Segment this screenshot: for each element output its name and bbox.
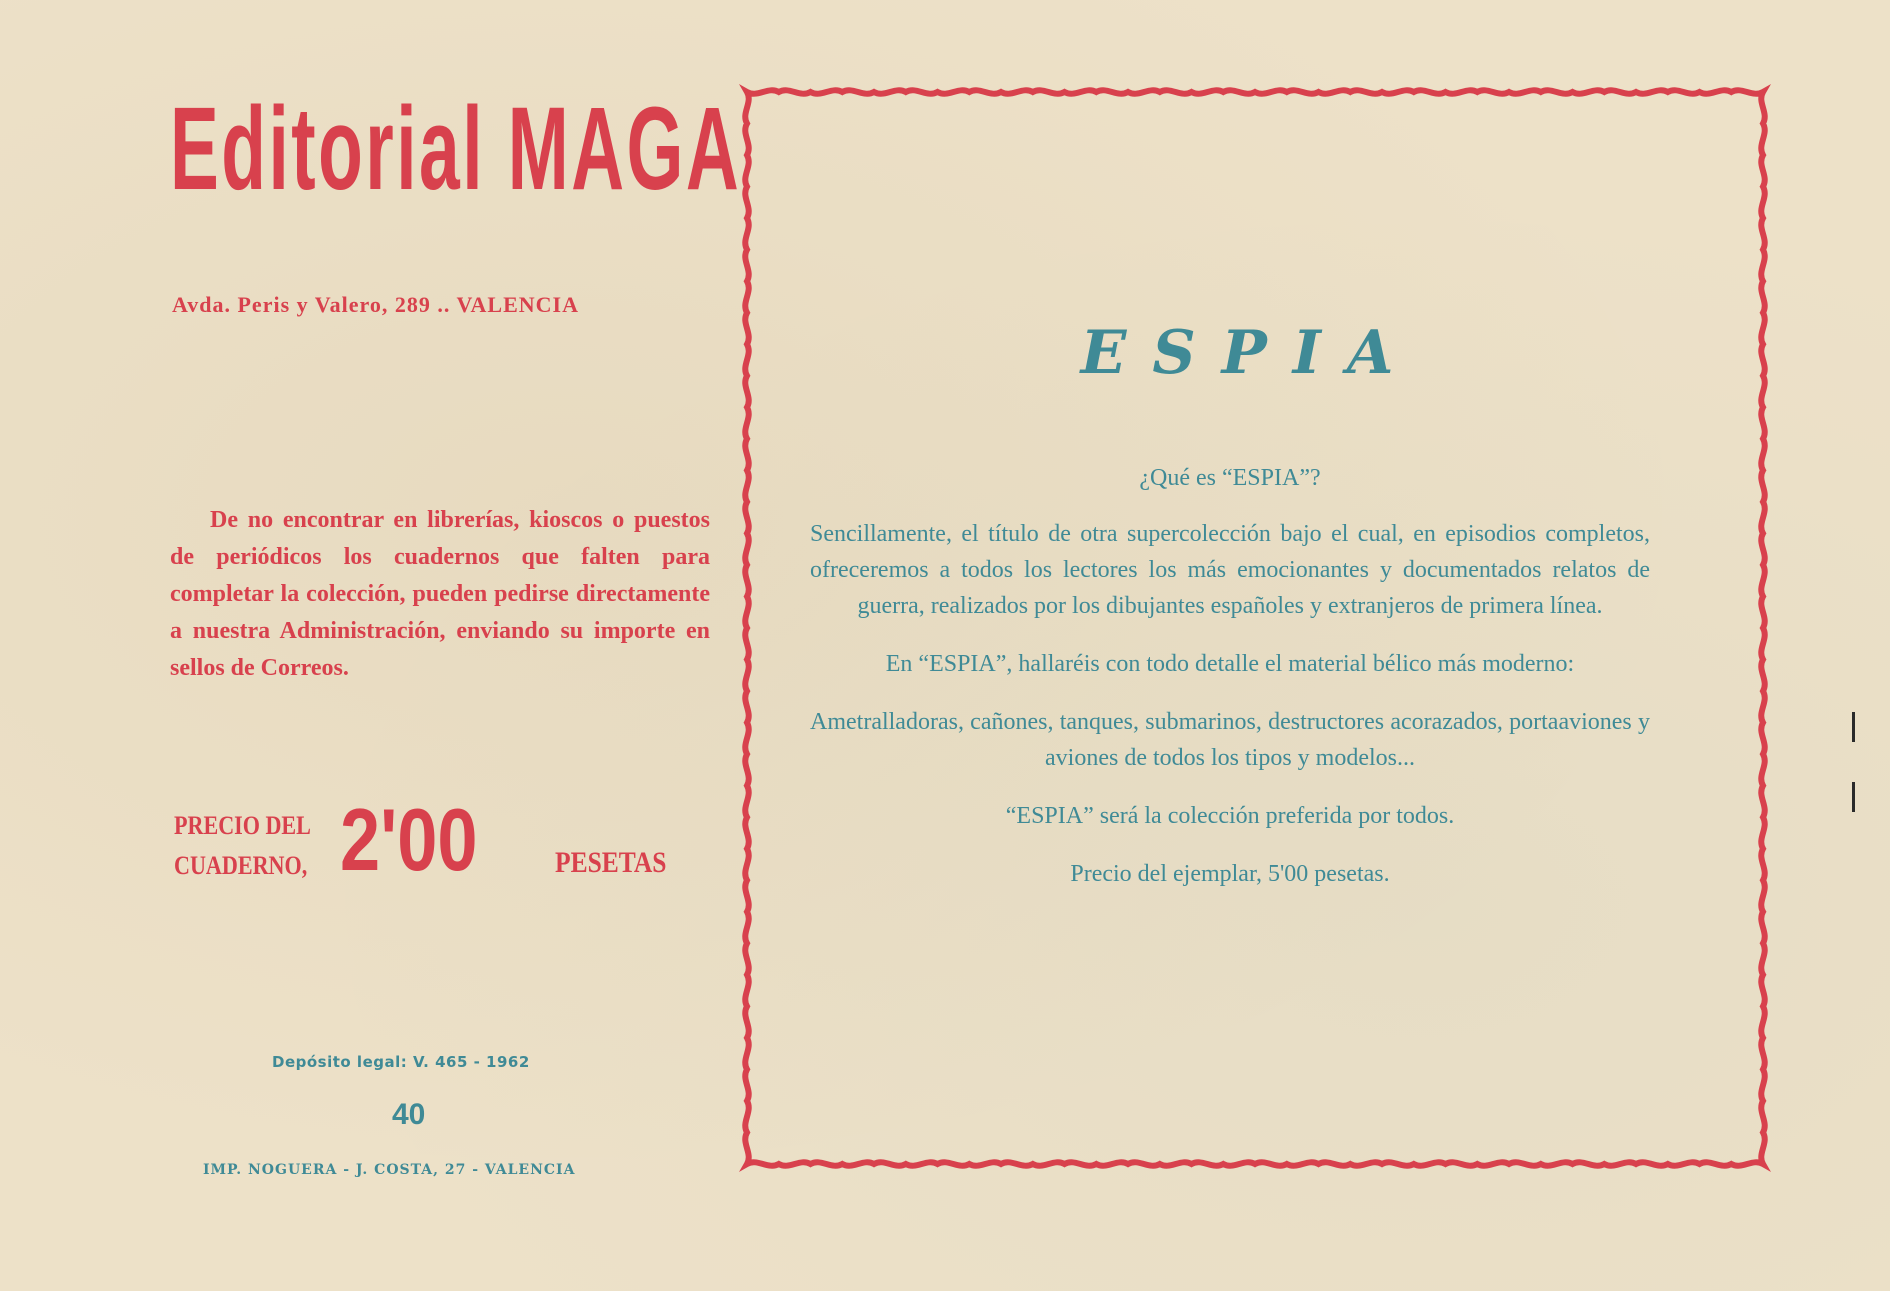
price-value: 2'00	[340, 790, 478, 889]
advert-body	[810, 460, 1650, 892]
advert-question: ¿Qué es “ESPIA”?	[1139, 465, 1321, 491]
legal-deposit: Depósito legal: V. 465 - 1962	[272, 1053, 530, 1071]
printer-imprint: IMP. NOGUERA - J. COSTA, 27 - VALENCIA	[203, 1162, 576, 1178]
advert-paragraph: Sencillamente, el título de otra supercolección bajo el cual, en episodios completos, ofreceremos a todos los lectores los más emocionantes y documentados relatos de guerra, realizados por los dibujantes españoles y extranjeros de primera línea.	[810, 521, 1650, 619]
price-label	[174, 806, 327, 886]
page-number: 40	[392, 1098, 426, 1131]
advert-price: Precio del ejemplar, 5'00 pesetas.	[1070, 861, 1390, 887]
publisher-address: Avda. Peris y Valero, 289 .. VALENCIA	[172, 292, 579, 317]
back-issues-notice: De no encontrar en librerías, kioscos o puestos de periódicos los cuadernos que falten para completar la colección, pueden pedirse directamente a nuestra Administración, enviando su importe en sellos de Correos.	[170, 507, 710, 681]
staple-mark	[1852, 782, 1855, 812]
staple-mark	[1852, 712, 1855, 742]
advert-paragraph: “ESPIA” será la colección preferida por todos.	[1005, 803, 1455, 829]
advert-title: ESPIA	[1080, 318, 1420, 388]
advert-paragraph: Ametralladoras, cañones, tanques, submarinos, destructores acorazados, portaaviones y aviones de todos los tipos y modelos...	[810, 709, 1650, 771]
price-label-line1: PRECIO DEL	[174, 811, 311, 840]
price-label-line2: CUADERNO,	[174, 851, 308, 880]
advert-paragraph: En “ESPIA”, hallaréis con todo detalle el material bélico más moderno:	[885, 651, 1575, 677]
price-unit: PESETAS	[555, 846, 667, 879]
publisher-logo: Editorial MAGA	[170, 83, 742, 215]
